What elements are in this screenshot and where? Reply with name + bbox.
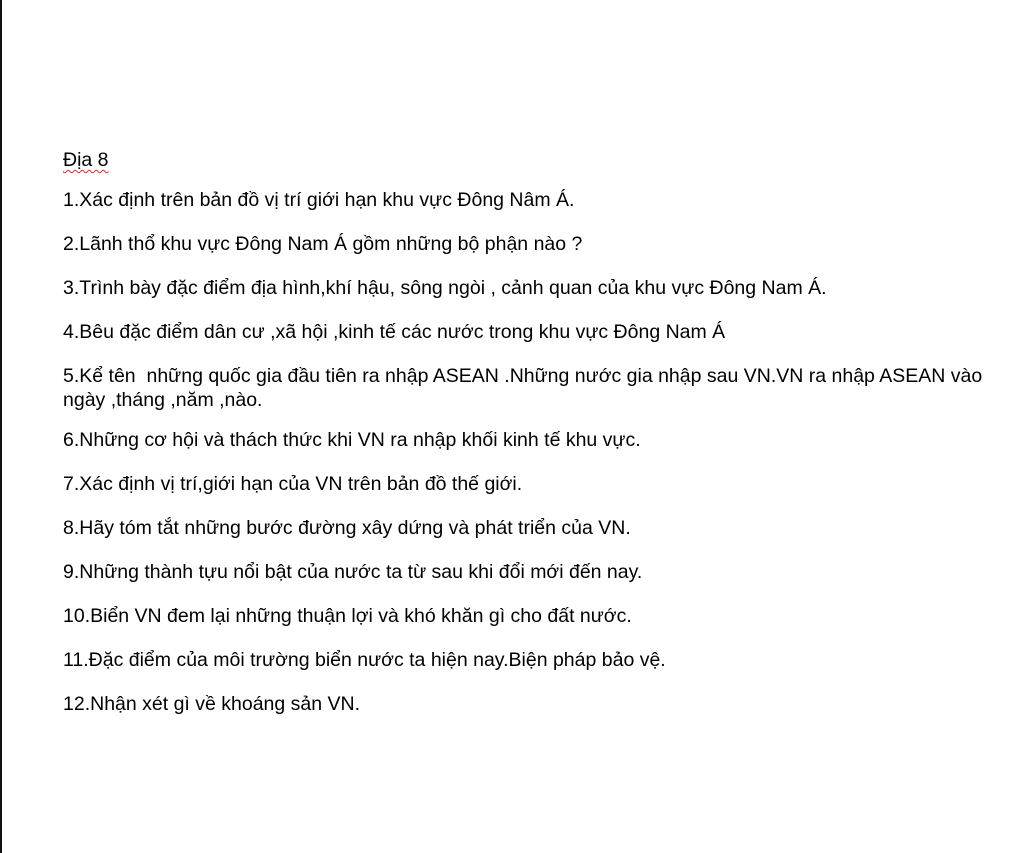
- question-7: 7.Xác định vị trí,giới hạn của VN trên bản đồ thế giới.: [63, 473, 523, 495]
- question-9: 9.Những thành tựu nổi bật của nước ta từ sau khi đổi mới đến nay.: [63, 561, 643, 583]
- question-4: 4.Bêu đặc điểm dân cư ,xã hội ,kinh tế các nước trong khu vực Đông Nam Á: [63, 321, 726, 343]
- question-2: 2.Lãnh thổ khu vực Đông Nam Á gồm những bộ phận nào ?: [63, 233, 583, 255]
- document-body[interactable]: [63, 148, 1008, 736]
- question-8: 8.Hãy tóm tắt những bước đường xây dứng và phát triển của VN.: [63, 517, 631, 539]
- page-left-border: [0, 0, 2, 853]
- question-12: 12.Nhận xét gì về khoáng sản VN.: [63, 693, 361, 715]
- question-5: 5.Kể tên những quốc gia đầu tiên ra nhập ASEAN .Những nước gia nhập sau VN.VN ra nhập ASEAN vào ngày ,tháng ,năm ,nào.: [63, 365, 988, 411]
- question-3: 3.Trình bày đặc điểm địa hình,khí hậu, sông ngòi , cảnh quan của khu vực Đông Nam Á.: [63, 277, 827, 299]
- document-title: Địa 8: [63, 149, 109, 171]
- question-11: 11.Đặc điểm của môi trường biển nước ta hiện nay.Biện pháp bảo vệ.: [63, 649, 666, 671]
- question-10: 10.Biển VN đem lại những thuận lợi và khó khăn gì cho đất nước.: [63, 605, 632, 627]
- question-6: 6.Những cơ hội và thách thức khi VN ra nhập khối kinh tế khu vực.: [63, 429, 641, 451]
- question-1: 1.Xác định trên bản đồ vị trí giới hạn khu vực Đông Nâm Á.: [63, 189, 575, 211]
